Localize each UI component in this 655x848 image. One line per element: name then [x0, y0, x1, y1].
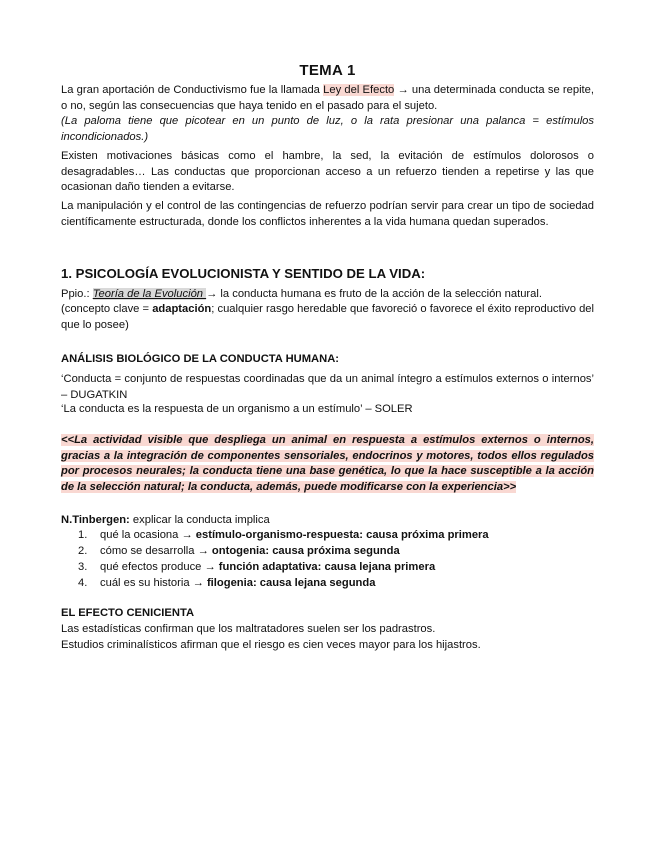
section-heading-cinderella: EL EFECTO CENICIENTA	[61, 607, 195, 619]
page-title: TEMA 1	[299, 62, 356, 79]
key-concept-paragraph	[61, 302, 594, 333]
list-item	[78, 560, 598, 576]
tinbergen-list	[78, 528, 598, 592]
list-text: qué efectos produce →	[100, 561, 219, 573]
tinbergen-intro	[61, 513, 594, 529]
intro-paragraph	[61, 83, 594, 114]
motivations-paragraph: Existen motivaciones básicas como el hambre, la sed, la evitación de estímulos dolorosos o desagradables… Las conductas que proporcionan acceso a un refuerzo tienden a repetirse y las que ocasionan daño tienden a evitarse.	[61, 150, 594, 193]
list-bold-text: estímulo-organismo-respuesta: causa próxima primera	[195, 529, 489, 541]
list-number: 1.	[78, 529, 88, 541]
list-item	[78, 544, 598, 560]
definition-soler: ‘La conducta es la respuesta de un organismo a un estímulo’ – SOLER	[61, 403, 413, 415]
quote-block	[61, 433, 594, 495]
example-paragraph: (La paloma tiene que picotear en un punto de luz, o la rata presionar una palanca = estímulos incondicionados.)	[61, 115, 594, 143]
intro-text-a: La gran aportación de Conductivismo fue la llamada	[61, 84, 324, 96]
cinderella-line-2: Estudios criminalísticos afirman que el riesgo es cien veces mayor para los hijastros.	[61, 639, 481, 651]
concept-text-c: ; cualquier rasgo heredable que favoreció o favorece el éxito reproductivo del que lo posee)	[61, 303, 594, 331]
list-bold-text: ontogenia: causa próxima segunda	[211, 545, 400, 557]
quote-text: <<La actividad visible que despliega un animal en respuesta a estímulos externos o internos, gracias a la integración de componentes sensoriales, endocrinos y motores, todos ellos regulados por procesos neurales; la conducta tiene una base genética, lo que la hace susceptible a la acción de la selección natural; la conducta, además, puede modificarse con la experiencia>>	[61, 434, 594, 493]
list-item	[78, 528, 598, 544]
intro-text-b: → una determinada conducta se repite, o no, según las consecuencias que haya tenido en el pasado para el sujeto.	[61, 84, 594, 112]
list-text: cuál es su historia →	[100, 577, 207, 589]
list-number: 3.	[78, 561, 88, 573]
tinbergen-label: N.Tinbergen:	[61, 514, 130, 526]
principle-label: Ppio.:	[61, 288, 93, 300]
list-number: 4.	[78, 577, 88, 589]
principle-line	[61, 287, 594, 303]
list-number: 2.	[78, 545, 88, 557]
concept-keyword: adaptación	[152, 303, 212, 315]
law-of-effect-highlight: Ley del Efecto	[323, 84, 395, 96]
section-heading-analysis: ANÁLISIS BIOLÓGICO DE LA CONDUCTA HUMANA:	[61, 353, 340, 365]
evolution-theory-link[interactable]: Teoría de la Evolución	[92, 288, 207, 300]
cinderella-line-1: Las estadísticas confirman que los maltratadores suelen ser los padrastros.	[61, 623, 436, 635]
principle-text: → la conducta humana es fruto de la acción de la selección natural.	[206, 288, 542, 300]
list-bold-text: función adaptativa: causa lejana primera	[218, 561, 436, 573]
manipulation-paragraph: La manipulación y el control de las contingencias de refuerzo podrían servir para crear un tipo de sociedad científicamente estructurada, donde los conflictos inherentes a la vida humana quedan superados.	[61, 200, 594, 228]
list-text: qué la ocasiona →	[100, 529, 196, 541]
list-text: cómo se desarrolla →	[100, 545, 212, 557]
section-heading-evolutionary: 1. PSICOLOGÍA EVOLUCIONISTA Y SENTIDO DE LA VIDA:	[61, 266, 426, 281]
list-item	[78, 576, 598, 592]
definition-dugatkin: ‘Conducta = conjunto de respuestas coordinadas que da un animal íntegro a estímulos externos o internos’ – DUGATKIN	[61, 373, 594, 401]
list-bold-text: filogenia: causa lejana segunda	[206, 577, 376, 589]
tinbergen-text: explicar la conducta implica	[129, 514, 270, 526]
concept-text-a: (concepto clave =	[61, 303, 153, 315]
